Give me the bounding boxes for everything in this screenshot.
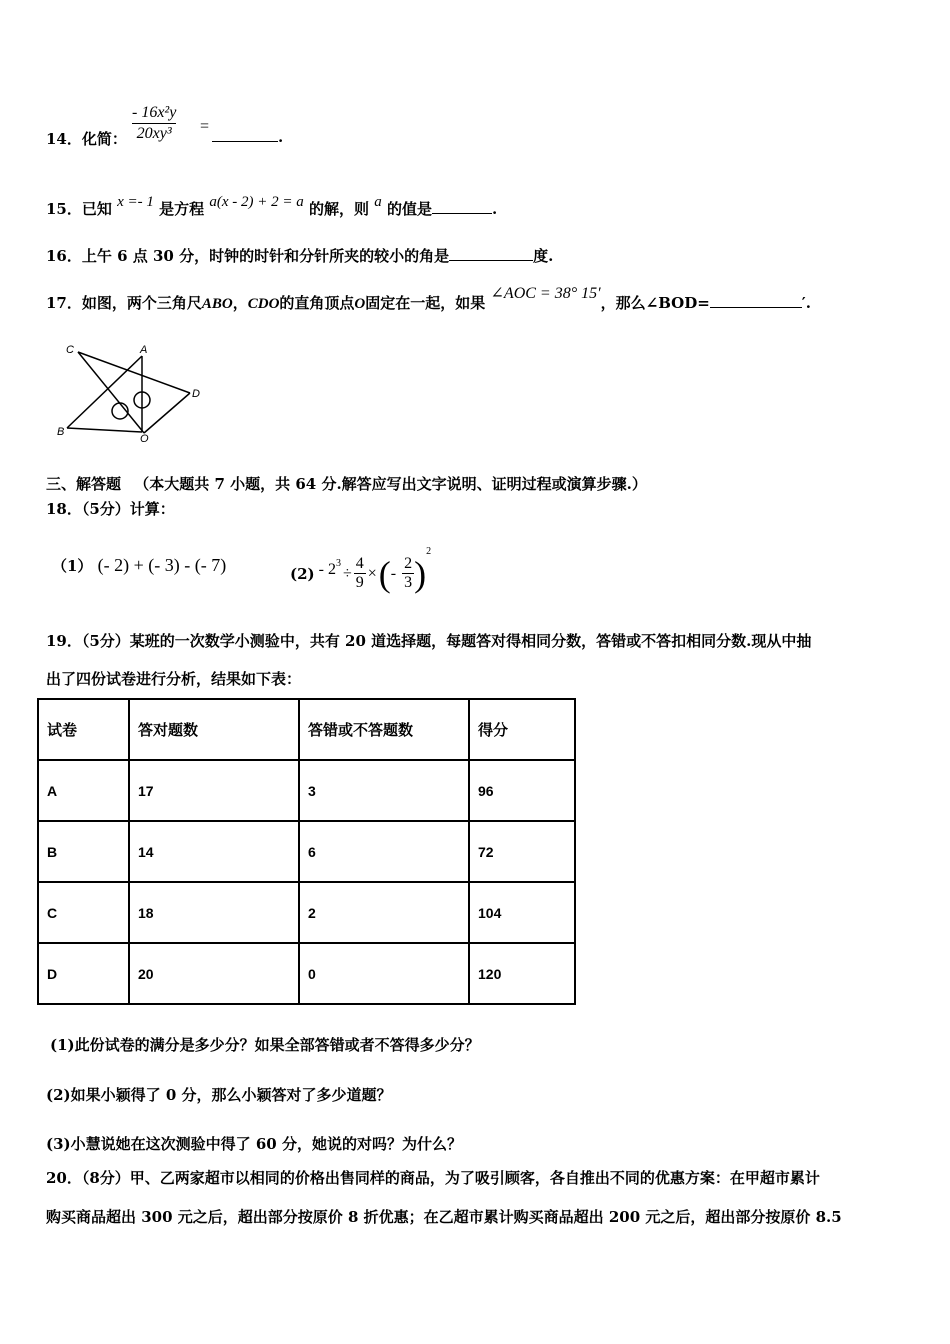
q17-line [46, 285, 811, 313]
table-cell: 3 [299, 760, 469, 821]
q19-sub3: (3)小慧说她在这次测验中得了 60 分，她说的对吗？为什么？ [46, 1135, 462, 1153]
q18-part2-neg: - [390, 564, 397, 582]
q16-line [46, 245, 553, 266]
q18-part1-label: （1） [52, 557, 93, 575]
q17-sep: ， [232, 294, 248, 312]
q15-answer-blank [432, 212, 492, 214]
q15-math1: x =- 1 [117, 194, 154, 210]
q18-part2-times: × [367, 564, 377, 582]
q20-line2: 购买商品超出 300 元之后，超出部分按原价 8 折优惠；在乙超市累计购买商品超出 200 元之后，超出部分按原价 8.5 [46, 1208, 842, 1226]
q19-line1: 19．（5分）某班的一次数学小测验中，共有 20 道选择题，每题答对得相同分数，答错或不答扣相同分数.现从中抽 [46, 632, 812, 650]
table-cell: D [38, 943, 129, 1004]
q18-part2-base: - 2 [318, 560, 336, 578]
table-cell: A [38, 760, 129, 821]
table-cell: 14 [129, 821, 299, 882]
label-o: O [140, 433, 149, 445]
table-cell: 20 [129, 943, 299, 1004]
q18-title: 18．（5分）计算： [46, 500, 175, 518]
q18-frac1-den: 9 [355, 574, 364, 591]
q19-sub1: (1)此份试卷的满分是多少分？如果全部答错或者不答得多少分？ [50, 1036, 480, 1054]
section3-title: 三、解答题 [46, 475, 122, 493]
table-cell: 120 [469, 943, 575, 1004]
q18-frac2-den: 3 [404, 574, 413, 591]
label-d: D [192, 388, 200, 400]
table-cell: 96 [469, 760, 575, 821]
table-header-row [38, 699, 575, 760]
q17-end: ′. [801, 294, 811, 312]
q15-part4: 的值是 [386, 200, 432, 218]
q16-end: 度. [533, 247, 554, 265]
table-cell: 6 [299, 821, 469, 882]
q15-line: 15．已知 x =- 1 是方程 a(x - 2) + 2 = a 的解，则 a 的值是 . [46, 194, 498, 218]
table-row [38, 943, 575, 1004]
q17-answer-blank [710, 306, 802, 308]
q14-answer-blank: . [212, 128, 283, 146]
q16-text: 16．上午 6 点 30 分，时钟的时针和分针所夹的较小的角是 [46, 247, 450, 265]
table-row [38, 821, 575, 882]
q14-denominator: 20xy³ [136, 125, 172, 142]
triangle-figure [50, 338, 210, 448]
q14-label: 14．化简： [46, 130, 127, 148]
table-cell: C [38, 882, 129, 943]
table-cell: B [38, 821, 129, 882]
q18-part2-pow: 2 [426, 546, 432, 557]
q18-part2-label: (2) [290, 564, 315, 583]
label-b: B [57, 426, 65, 438]
q14-fraction [132, 104, 176, 143]
table-header-cell: 试卷 [38, 699, 129, 760]
table-header-cell: 答错或不答题数 [299, 699, 469, 760]
q18-part2-div: ÷ [342, 564, 352, 582]
q17-angle-math: ∠AOC = 38° 15′ [490, 285, 601, 302]
q19-sub2: (2)如果小颖得了 0 分，那么小颖答对了多少道题？ [46, 1086, 392, 1104]
table-cell: 72 [469, 821, 575, 882]
table-row [38, 760, 575, 821]
table-header-cell: 得分 [469, 699, 575, 760]
table-row [38, 882, 575, 943]
table-cell: 2 [299, 882, 469, 943]
q17-cdo: CDO [247, 296, 280, 312]
q18-part1-expr: (- 2) + (- 3) - (- 7) [97, 555, 227, 575]
table-cell: 17 [129, 760, 299, 821]
q18-frac1-num: 4 [355, 555, 364, 572]
score-table [37, 698, 576, 1005]
q17-part3: 固定在一起，如果 [365, 294, 486, 312]
q19-line2: 出了四份试卷进行分析，结果如下表： [46, 670, 302, 688]
q18-part1 [52, 555, 226, 576]
q20-line1: 20．（8分）甲、乙两家超市以相同的价格出售同样的商品，为了吸引顾客，各自推出不同的优惠方案：在甲超市累计 [46, 1169, 820, 1187]
table-cell: 0 [299, 943, 469, 1004]
q15-part2: 是方程 [159, 200, 205, 218]
q15-math2: a(x - 2) + 2 = a [209, 194, 304, 210]
q15-math3: a [374, 194, 382, 210]
q17-part4: ，那么∠BOD= [600, 294, 710, 312]
q18-frac2-num: 2 [404, 555, 413, 572]
q18-part2-exp: 3 [335, 558, 341, 569]
q14-equals: = [200, 118, 210, 135]
section3-note: （本大题共 7 小题，共 64 分.解答应写出文字说明、证明过程或演算步骤.） [134, 475, 647, 493]
q17-abo: ABO [201, 296, 233, 312]
table-cell: 18 [129, 882, 299, 943]
label-a: A [140, 344, 148, 356]
q14-numerator: - 16x²y [132, 104, 177, 121]
q18-frac1 [354, 555, 366, 592]
q17-part2: 的直角顶点 [279, 294, 355, 312]
table-cell: 104 [469, 882, 575, 943]
q15-part3: 的解，则 [309, 200, 370, 218]
q17-part1: 17．如图，两个三角尺 [46, 294, 202, 312]
section3-heading [46, 473, 647, 494]
label-c: C [66, 344, 74, 356]
q16-answer-blank [449, 259, 533, 261]
q15-part1: 15．已知 [46, 200, 112, 218]
q18-part2: (2) - 2 $^3$ ÷ 4 9 × ( - 2 3 ) $^2$ [290, 546, 432, 594]
table-header-cell: 答对题数 [129, 699, 299, 760]
q17-o: O [354, 296, 366, 312]
q18-frac2 [402, 555, 414, 592]
